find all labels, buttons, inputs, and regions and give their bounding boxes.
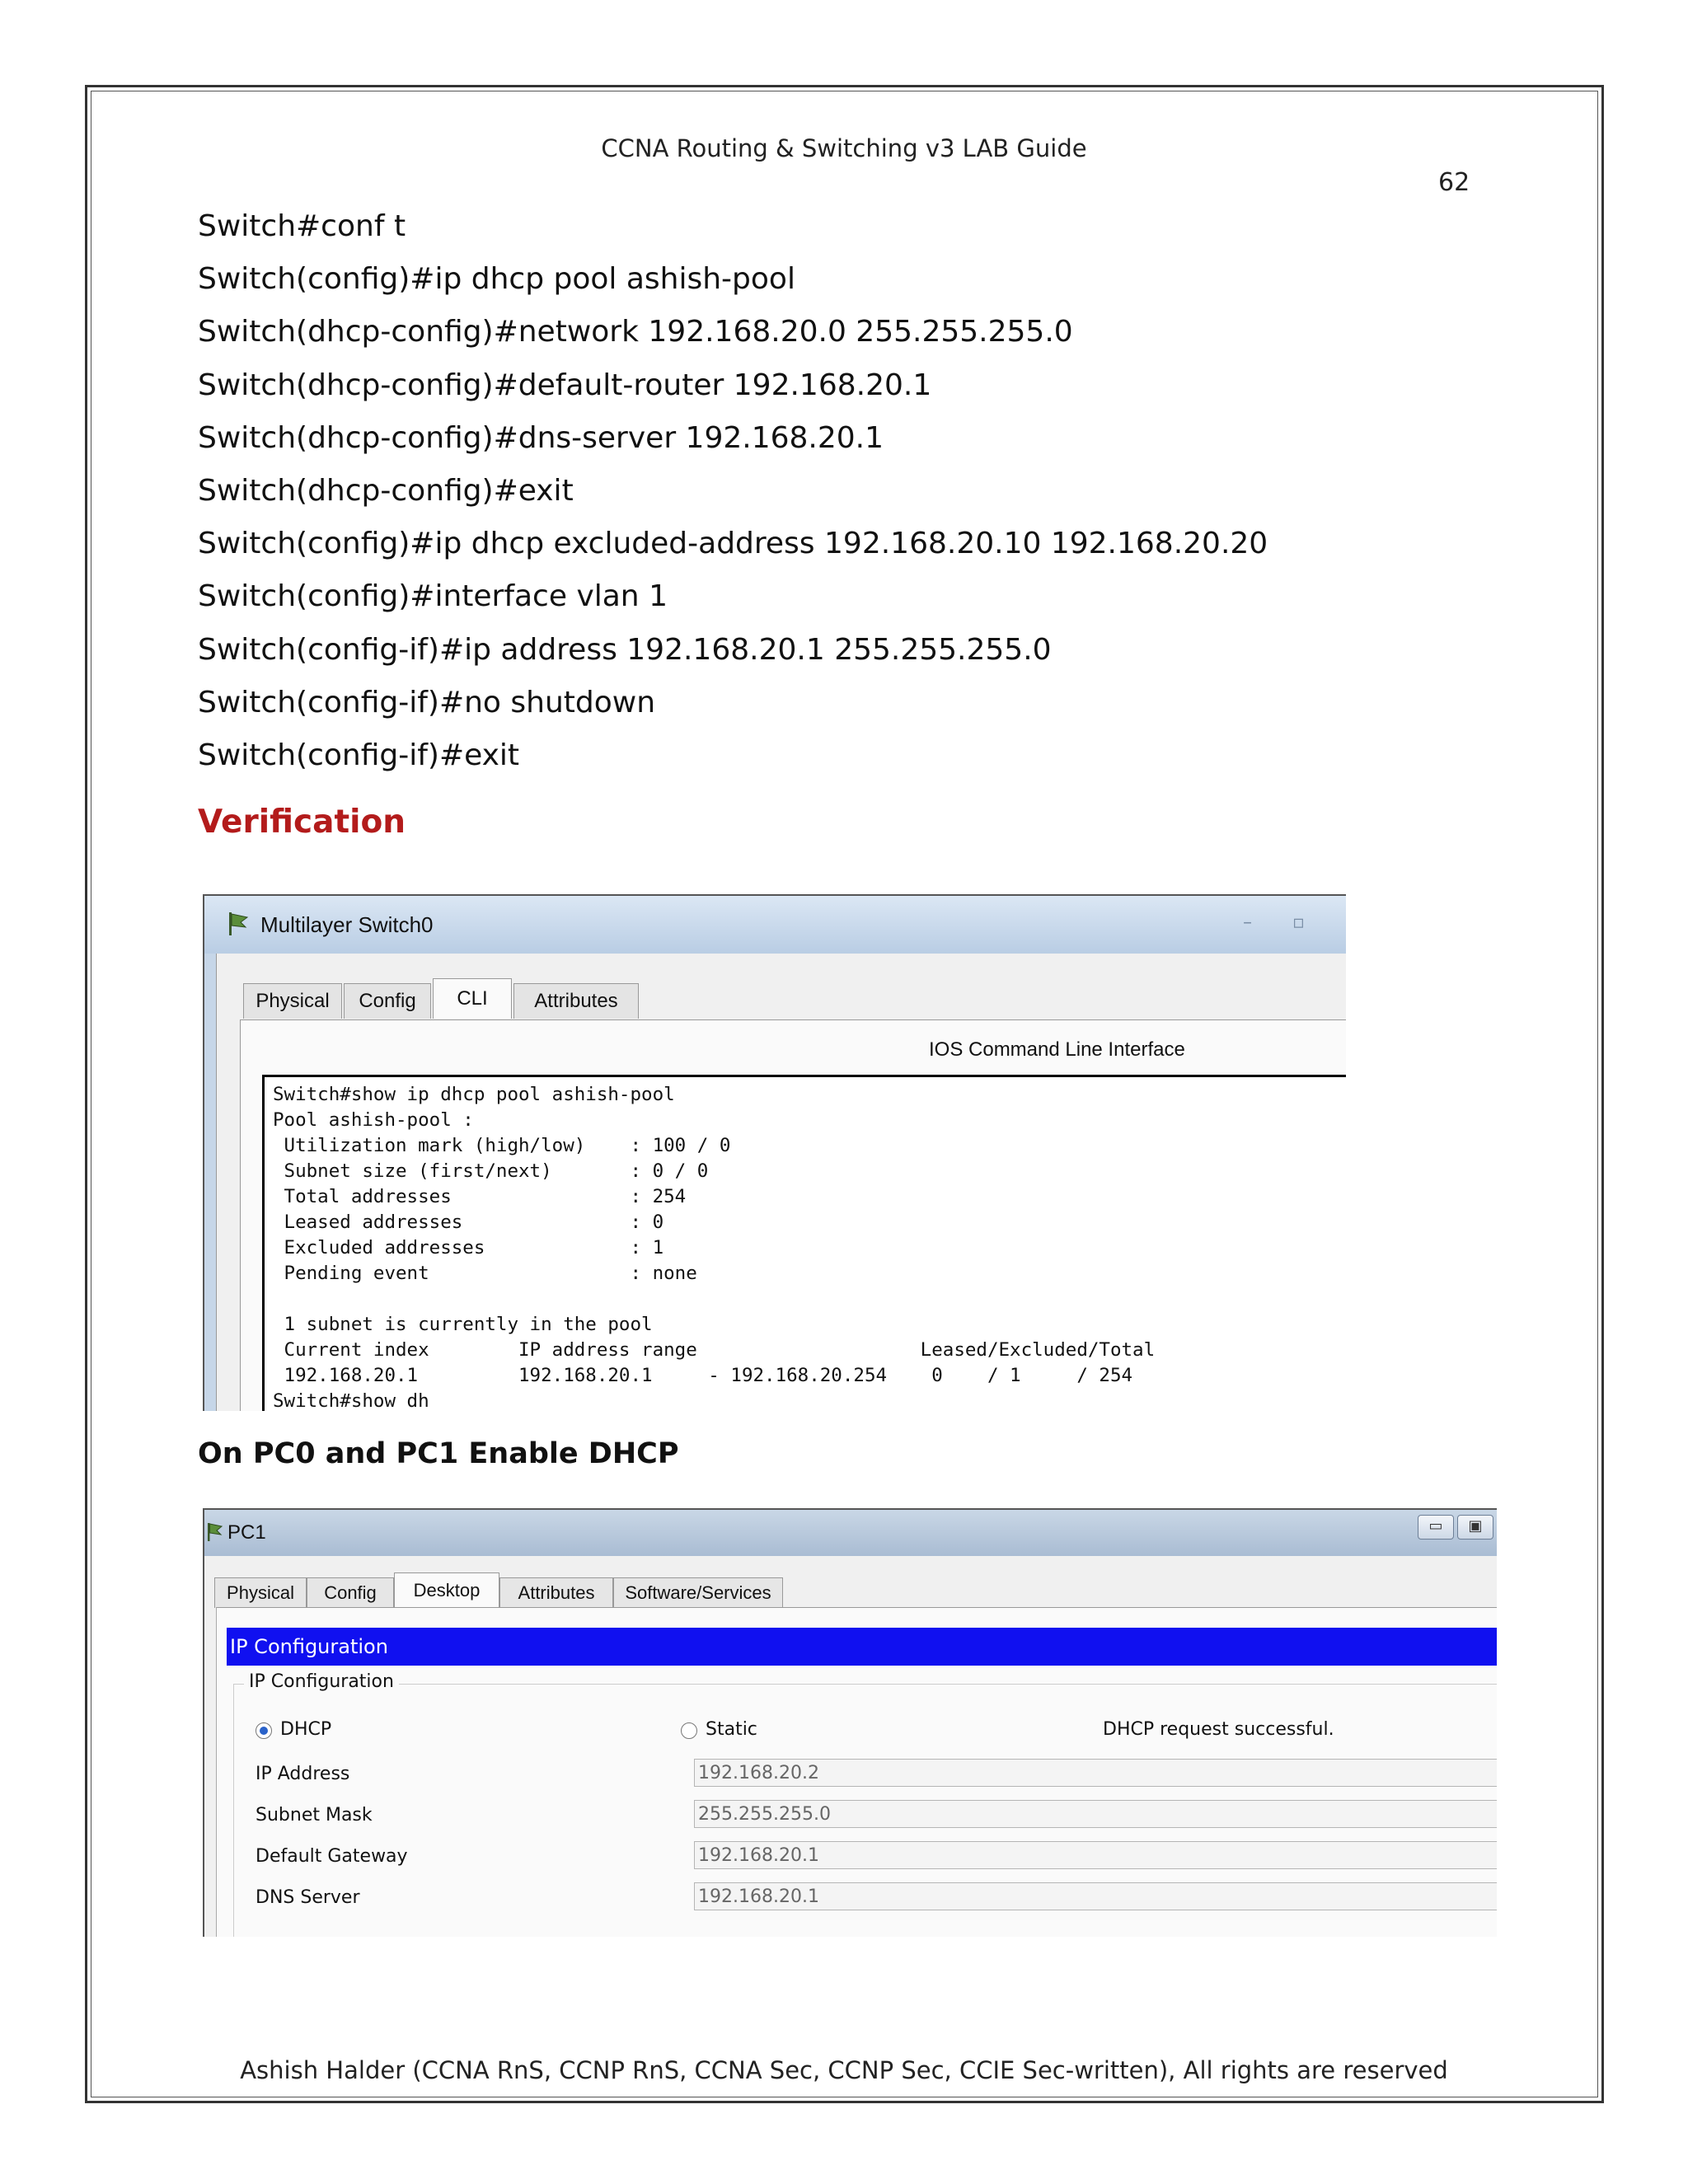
tab-attributes[interactable]: Attributes: [499, 1577, 613, 1608]
ip-address-label: IP Address: [256, 1764, 350, 1784]
tab-config[interactable]: Config: [307, 1577, 394, 1608]
command-line: Switch(dhcp-config)#network 192.168.20.0 255.255.255.0: [198, 315, 1073, 349]
window-controls: [1414, 1515, 1497, 1541]
pc-dhcp-heading: On PC0 and PC1 Enable DHCP: [198, 1437, 679, 1470]
dhcp-label: DHCP: [280, 1719, 332, 1740]
ip-configuration-group: [233, 1671, 1497, 1937]
tab-software-services[interactable]: Software/Services: [613, 1577, 783, 1608]
command-list: [198, 200, 1268, 782]
terminal-line: Subnet size (first/next) : 0 / 0: [273, 1160, 709, 1182]
terminal-line: Leased addresses : 0: [273, 1212, 664, 1233]
terminal-line: Utilization mark (high/low) : 100 / 0: [273, 1135, 731, 1156]
command-line: Switch(config-if)#no shutdown: [198, 685, 656, 719]
pc-window-title: PC1: [227, 1521, 266, 1544]
switch-window-titlebar[interactable]: [204, 896, 1346, 954]
command-line: Switch(config-if)#ip address 192.168.20.1 255.255.255.0: [198, 632, 1052, 667]
terminal-line: 1 subnet is currently in the pool: [273, 1314, 653, 1335]
dns-server-label: DNS Server: [256, 1887, 360, 1908]
packet-tracer-app-icon: [226, 911, 251, 937]
subnet-mask-label: Subnet Mask: [256, 1805, 373, 1825]
static-label: Static: [706, 1719, 757, 1740]
terminal-line: Total addresses : 254: [273, 1186, 687, 1207]
command-line: Switch(config)#ip dhcp excluded-address 192.168.20.10 192.168.20.20: [198, 527, 1268, 561]
terminal-line: Pool ashish-pool :: [273, 1109, 474, 1131]
maximize-icon[interactable]: ▫: [1292, 912, 1305, 933]
tab-attributes[interactable]: Attributes: [513, 983, 639, 1019]
group-label: IP Configuration: [244, 1671, 399, 1692]
minimize-icon[interactable]: –: [1243, 912, 1252, 933]
switch-window-client: [216, 954, 1346, 1411]
command-line: Switch#conf t: [198, 209, 406, 243]
cli-title: IOS Command Line Interface: [929, 1038, 1185, 1061]
page-header: CCNA Routing & Switching v3 LAB Guide: [601, 134, 1087, 162]
tab-desktop[interactable]: Desktop: [394, 1572, 499, 1608]
dns-server-field[interactable]: 192.168.20.1: [694, 1882, 1497, 1910]
pc-window-titlebar[interactable]: [204, 1510, 1497, 1556]
page-number: 62: [1438, 168, 1470, 197]
command-line: Switch(config-if)#exit: [198, 738, 520, 772]
cli-panel: [240, 1019, 1346, 1411]
tab-physical[interactable]: Physical: [214, 1577, 307, 1608]
command-line: Switch(dhcp-config)#dns-server 192.168.20.1: [198, 420, 884, 455]
terminal-line: Pending event : none: [273, 1263, 697, 1284]
tab-config[interactable]: Config: [344, 983, 431, 1019]
terminal-output: [265, 1077, 1346, 1411]
tab-cli[interactable]: CLI: [433, 978, 512, 1019]
subnet-mask-field[interactable]: 255.255.255.0: [694, 1800, 1497, 1828]
pc-window: [203, 1508, 1497, 1937]
ip-configuration-titlebar: IP Configuration: [227, 1628, 1497, 1666]
minimize-icon[interactable]: ▭: [1418, 1515, 1454, 1540]
command-line: Switch(config)#ip dhcp pool ashish-pool: [198, 262, 795, 297]
tab-physical[interactable]: Physical: [243, 983, 342, 1019]
command-line: Switch(dhcp-config)#exit: [198, 473, 574, 508]
terminal-line: Excluded addresses : 1: [273, 1237, 664, 1258]
command-line: Switch(dhcp-config)#default-router 192.168.20.1: [198, 368, 932, 402]
terminal-line: 192.168.20.1 192.168.20.1 - 192.168.20.254 0 / 1 / 254: [273, 1365, 1133, 1386]
dhcp-radio[interactable]: [256, 1722, 272, 1739]
packet-tracer-app-icon: [206, 1521, 224, 1543]
default-gateway-label: Default Gateway: [256, 1846, 408, 1867]
terminal-line: Switch#show ip dhcp pool ashish-pool: [273, 1084, 675, 1105]
default-gateway-field[interactable]: 192.168.20.1: [694, 1841, 1497, 1869]
switch-window-title: Multilayer Switch0: [260, 912, 434, 937]
terminal-line: Switch#show dh: [273, 1390, 429, 1411]
verification-heading: Verification: [198, 804, 406, 841]
terminal-line: Current index IP address range Leased/Excluded/Total: [273, 1339, 1156, 1361]
static-radio[interactable]: [681, 1722, 697, 1739]
ip-address-field[interactable]: 192.168.20.2: [694, 1759, 1497, 1787]
dhcp-status: DHCP request successful.: [1103, 1719, 1334, 1740]
desktop-panel: [216, 1607, 1497, 1937]
page-footer: Ashish Halder (CCNA RnS, CCNP RnS, CCNA Sec, CCNP Sec, CCIE Sec-written), All rights are reserved: [240, 2056, 1448, 2084]
command-line: Switch(config)#interface vlan 1: [198, 579, 668, 614]
switch-window: [203, 894, 1346, 1411]
cli-terminal[interactable]: [262, 1075, 1346, 1411]
maximize-icon[interactable]: ▣: [1457, 1515, 1493, 1540]
